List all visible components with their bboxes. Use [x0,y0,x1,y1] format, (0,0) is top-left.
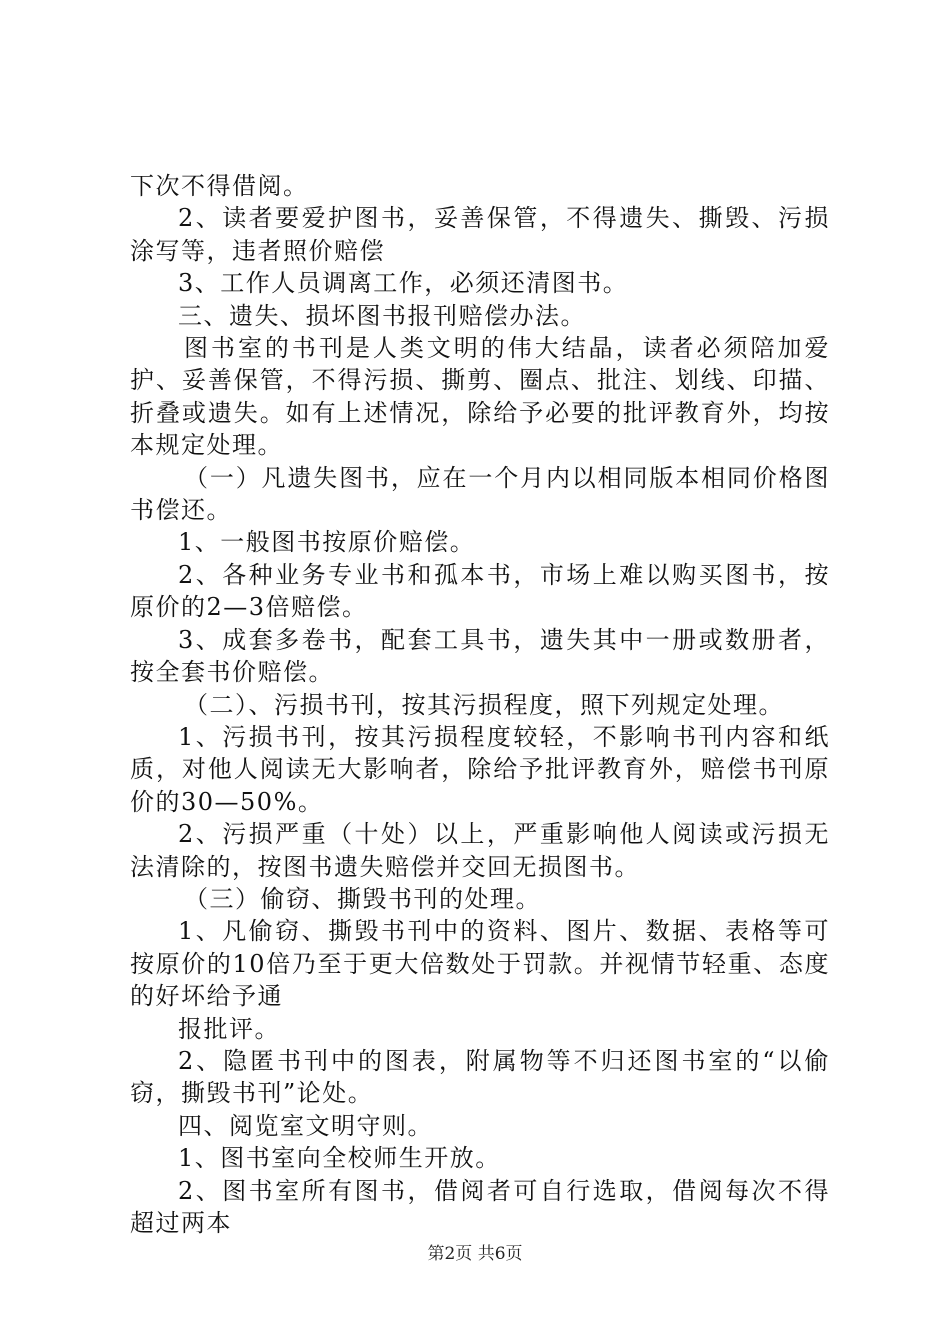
paragraph: （三）偷窃、撕毁书刊的处理。 [184,884,541,913]
paragraph: 3、成套多卷书，配套工具书，遗失其中一册或数册者，按全套书价赔偿。 [130,625,830,687]
paragraph: 下次不得借阅。 [130,172,309,200]
paragraph: 3、工作人员调离工作，必须还清图书。 [178,269,629,298]
paragraph: 四、阅览室文明守则。 [178,1111,433,1140]
paragraph: 2、各种业务专业书和孤本书，市场上难以购买图书，按原价的2—3倍赔偿。 [130,560,830,622]
paragraph: 图书室的书刊是人类文明的伟大结晶，读者必须陪加爱护、妥善保管，不得污损、撕剪、圈点、批注、划线、印描、折叠或遗失。如有上述情况，除给予必要的批评教育外，均按本规定处理。 [130,334,830,460]
document-body [130,170,830,1239]
paragraph: 2、污损严重（十处）以上，严重影响他人阅读或污损无法清除的，按图书遗失赔偿并交回无损图书。 [130,820,830,881]
paragraph: 1、凡偷窃、撕毁书刊中的资料、图片、数据、表格等可按原价的10倍乃至于更大倍数处于罚款。并视情节轻重、态度的好坏给予通 [130,917,830,1011]
paragraph: 报批评。 [178,1014,280,1043]
paragraph: 1、污损书刊，按其污损程度较轻，不影响书刊内容和纸质，对他人阅读无大影响者，除给予批评教育外，赔偿书刊原价的30—50%。 [130,722,830,816]
paragraph: 2、隐匿书刊中的图表，附属物等不归还图书室的“以偷窃，撕毁书刊”论处。 [130,1046,830,1108]
paragraph: 1、一般图书按原价赔偿。 [178,528,476,557]
paragraph: （二）、污损书刊，按其污损程度，照下列规定处理。 [184,690,784,719]
paragraph: 2、读者要爱护图书，妥善保管，不得遗失、撕毁、污损涂写等，违者照价赔偿 [130,204,830,265]
paragraph: （一）凡遗失图书，应在一个月内以相同版本相同价格图书偿还。 [130,463,830,525]
paragraph: 三、遗失、损坏图书报刊赔偿办法。 [178,301,586,330]
paragraph: 2、图书室所有图书，借阅者可自行选取，借阅每次不得超过两本 [130,1176,830,1237]
paragraph: 1、图书室向全校师生开放。 [178,1144,501,1173]
page-footer: 第2页 共6页 [427,1244,523,1264]
